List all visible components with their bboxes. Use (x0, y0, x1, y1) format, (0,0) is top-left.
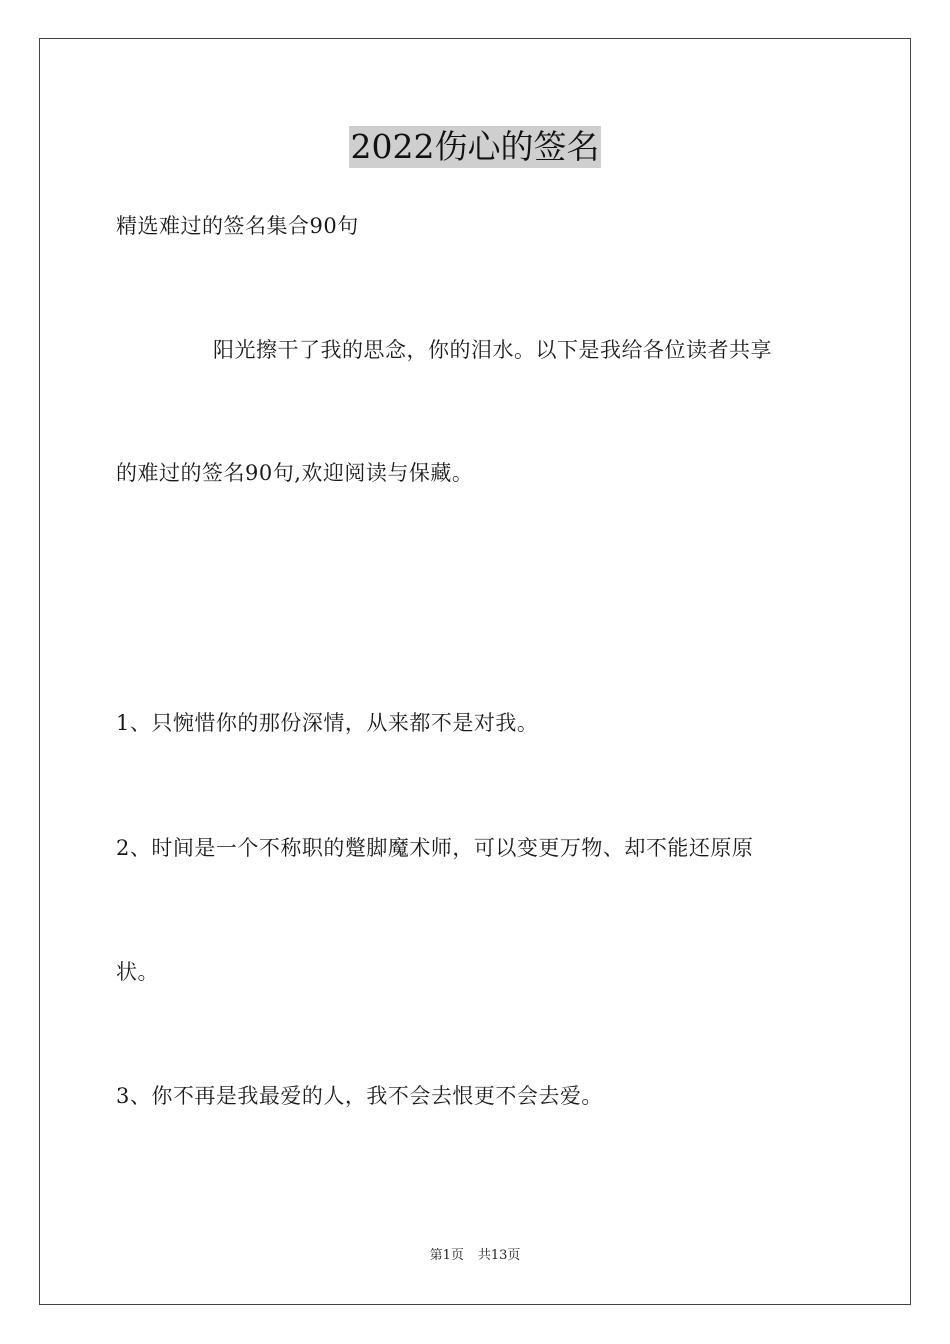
intro-paragraph-line-1: 阳光擦干了我的思念，你的泪水。以下是我给各位读者共享 (213, 338, 772, 362)
list-item-3: 3、你不再是我最爱的人，我不会去恨更不会去爱。 (116, 1084, 603, 1108)
document-title: 2022伤心的签名 (350, 127, 600, 166)
intro-paragraph-line-2: 的难过的签名90句,欢迎阅读与保藏。 (116, 461, 474, 485)
page-footer (0, 1247, 950, 1265)
page-number-current: 第1页 (429, 1248, 464, 1263)
document-subtitle: 精选难过的签名集合90句 (116, 214, 359, 238)
list-item-2-line-2: 状。 (116, 960, 159, 984)
title-container (0, 126, 950, 168)
list-item-2-line-1: 2、时间是一个不称职的蹩脚魔术师，可以变更万物、却不能还原原 (116, 836, 754, 860)
list-item-1: 1、只惋惜你的那份深情，从来都不是对我。 (116, 711, 539, 735)
page-number-total: 共13页 (477, 1248, 521, 1263)
